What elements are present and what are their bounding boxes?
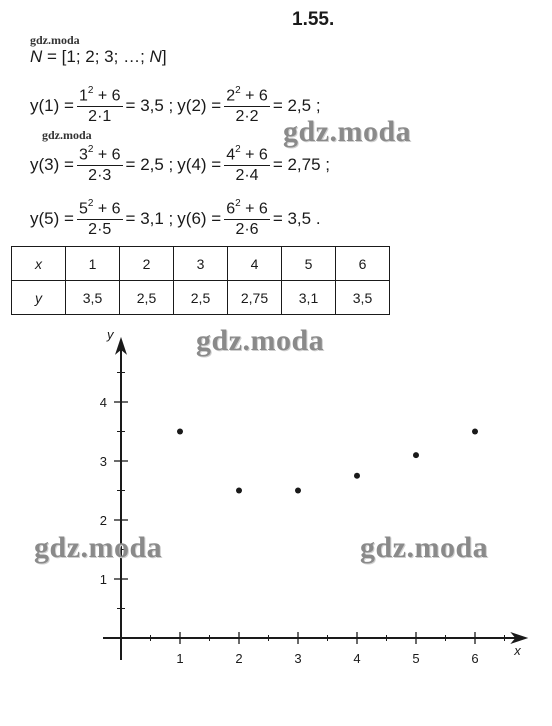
calc-lhs: y(3) = [30, 155, 74, 175]
watermark-big: gdz.moda [34, 531, 163, 564]
data-point [413, 452, 419, 458]
calc-lhs: y(1) = [30, 96, 74, 116]
calc-result: = 3,1 ; [125, 209, 174, 229]
calc-result: = 2,5 ; [272, 96, 321, 116]
data-point [472, 429, 478, 435]
data-point [295, 488, 301, 494]
y-axis-label: y [107, 326, 114, 342]
watermark-big: gdz.moda [360, 531, 489, 564]
x-tick-label: 5 [412, 651, 420, 666]
table-cell: 3,5 [336, 281, 390, 315]
n-symbol: N [30, 47, 43, 66]
data-point [354, 473, 360, 479]
calc-result: = 2,75 ; [272, 155, 331, 175]
table-header-y: y [12, 281, 66, 315]
calc-lhs: y(5) = [30, 209, 74, 229]
table-cell: 2,5 [120, 281, 174, 315]
watermark-big: gdz.moda [196, 324, 325, 357]
chart-ticks [100, 373, 505, 667]
table-cell: 5 [282, 247, 336, 281]
table-cell: 4 [228, 247, 282, 281]
x-tick-label: 6 [471, 651, 479, 666]
n-symbol-end: N [149, 47, 162, 66]
data-point [177, 429, 183, 435]
fraction: $\frac{6^2 + 6}{2\cdot 6}$ [226, 198, 268, 239]
domain-close: ] [161, 47, 167, 66]
y-tick-label: 3 [99, 454, 107, 469]
watermark-small: gdz.moda [42, 128, 92, 142]
chart-axes [103, 327, 528, 660]
y-tick-label: 1 [99, 572, 107, 587]
fraction: $\frac{1^2 + 6}{2\cdot 1}$ [78, 85, 121, 126]
x-tick-label: 1 [176, 651, 184, 666]
x-tick-label: 2 [235, 651, 243, 666]
table-cell: 2 [120, 247, 174, 281]
fraction: $\frac{3^2 + 6}{2\cdot 3}$ [78, 144, 121, 185]
table-cell: 6 [336, 247, 390, 281]
domain-body: = [1; 2; 3; …; [42, 47, 150, 66]
table-cell: 1 [66, 247, 120, 281]
problem-number: 1.55. [292, 9, 335, 30]
calc-lhs: y(4) = [177, 155, 222, 175]
x-tick-label: 4 [353, 651, 361, 666]
y-tick-label: 4 [99, 395, 107, 410]
y-tick-label: 2 [99, 513, 107, 528]
calc-lhs: y(6) = [177, 209, 222, 229]
calc-lhs: y(2) = [177, 96, 222, 116]
table-cell: 3 [174, 247, 228, 281]
watermark-small: gdz.moda [30, 33, 80, 47]
table-cell: 3,1 [282, 281, 336, 315]
calc-result: = 3,5 . [272, 209, 321, 229]
table-header-x: x [12, 247, 66, 281]
table-cell: 2,75 [228, 281, 282, 315]
chart-points [177, 429, 478, 494]
fraction: $\frac{2^2 + 6}{2\cdot 2}$ [226, 85, 268, 126]
x-axis-label: x [514, 643, 521, 658]
data-point [236, 488, 242, 494]
table-cell: 2,5 [174, 281, 228, 315]
table-cell: 3,5 [66, 281, 120, 315]
calc-result: = 2,5 ; [125, 155, 174, 175]
fraction: $\frac{4^2 + 6}{2\cdot 4}$ [226, 144, 268, 185]
watermark-big: gdz.moda [283, 115, 412, 148]
calc-result: = 3,5 ; [125, 96, 174, 116]
x-tick-label: 3 [294, 651, 302, 666]
fraction: $\frac{5^2 + 6}{2\cdot 5}$ [78, 198, 121, 239]
